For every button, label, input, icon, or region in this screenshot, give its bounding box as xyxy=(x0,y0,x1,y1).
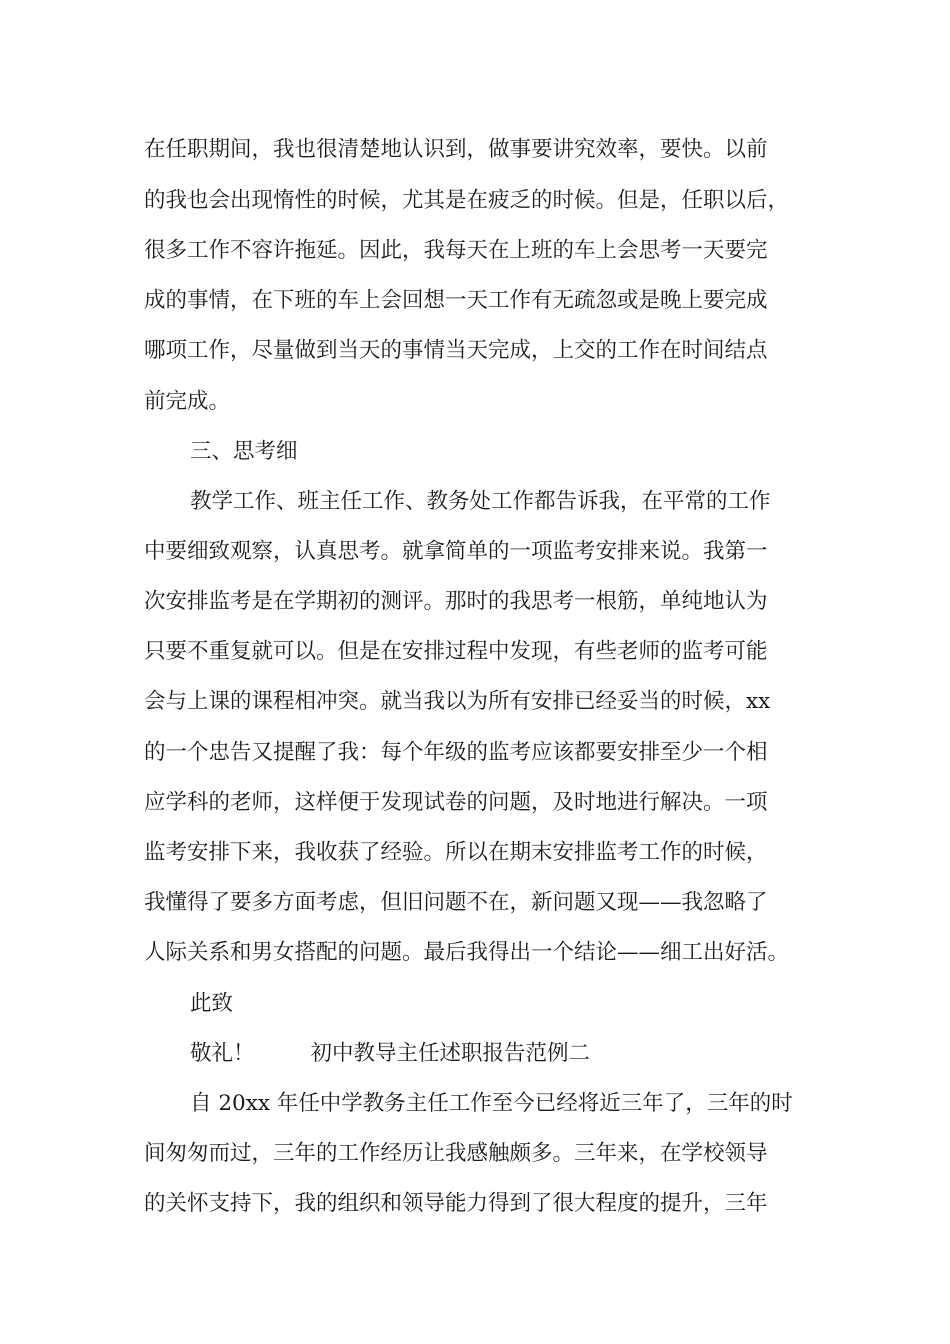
text-line: 间匆匆而过，三年的工作经历让我感触颇多。三年来，在学校领导 xyxy=(144,1141,768,1166)
text-line: 会与上课的课程相冲突。就当我以为所有安排已经妥当的时候，xx xyxy=(144,689,771,714)
text-line: 监考安排下来，我收获了经验。所以在期末安排监考工作的时候， xyxy=(144,840,768,865)
text-line: 的关怀支持下，我的组织和领导能力得到了很大程度的提升，三年 xyxy=(144,1191,768,1216)
text-line: 教学工作、班主任工作、教务处工作都告诉我，在平常的工作 xyxy=(190,489,771,514)
text-line: 次安排监考是在学期初的测评。那时的我思考一根筋，单纯地认为 xyxy=(144,589,768,614)
closing-salutation: 此致 xyxy=(190,991,234,1016)
text-line: 的一个忠告又提醒了我：每个年级的监考应该都要安排至少一个相 xyxy=(144,740,768,765)
text-line: 哪项工作，尽量做到当天的事情当天完成，上交的工作在时间结点 xyxy=(144,338,768,363)
text-line: 在任职期间，我也很清楚地认识到，做事要讲究效率，要快。以前 xyxy=(144,137,768,162)
text-line: 我懂得了要多方面考虑，但旧问题不在，新问题又现——我忽略了 xyxy=(144,890,768,915)
text-line: 只要不重复就可以。但是在安排过程中发现，有些老师的监考可能 xyxy=(144,639,768,664)
text-line: 很多工作不容许拖延。因此，我每天在上班的车上会思考一天要完 xyxy=(144,238,768,263)
text-line: 成的事情，在下班的车上会回想一天工作有无疏忽或是晚上要完成 xyxy=(144,288,768,313)
text-line: 的我也会出现惰性的时候，尤其是在疲乏的时候。但是，任职以后， xyxy=(144,188,790,213)
closing-regards: 敬礼！ xyxy=(190,1041,255,1066)
section-heading: 三、思考细 xyxy=(190,439,298,464)
text-line: 中要细致观察，认真思考。就拿简单的一项监考安排来说。我第一 xyxy=(144,539,768,564)
text-line: 应学科的老师，这样便于发现试卷的问题，及时地进行解决。一项 xyxy=(144,790,768,815)
text-line: 人际关系和男女搭配的问题。最后我得出一个结论——细工出好活。 xyxy=(144,940,790,965)
text-line: 自 20xx 年任中学教务主任工作至今已经将近三年了，三年的时 xyxy=(190,1091,793,1116)
text-line: 前完成。 xyxy=(144,389,231,414)
closing-line xyxy=(190,1034,870,1074)
section-title: 初中教导主任述职报告范例二 xyxy=(310,1041,591,1066)
